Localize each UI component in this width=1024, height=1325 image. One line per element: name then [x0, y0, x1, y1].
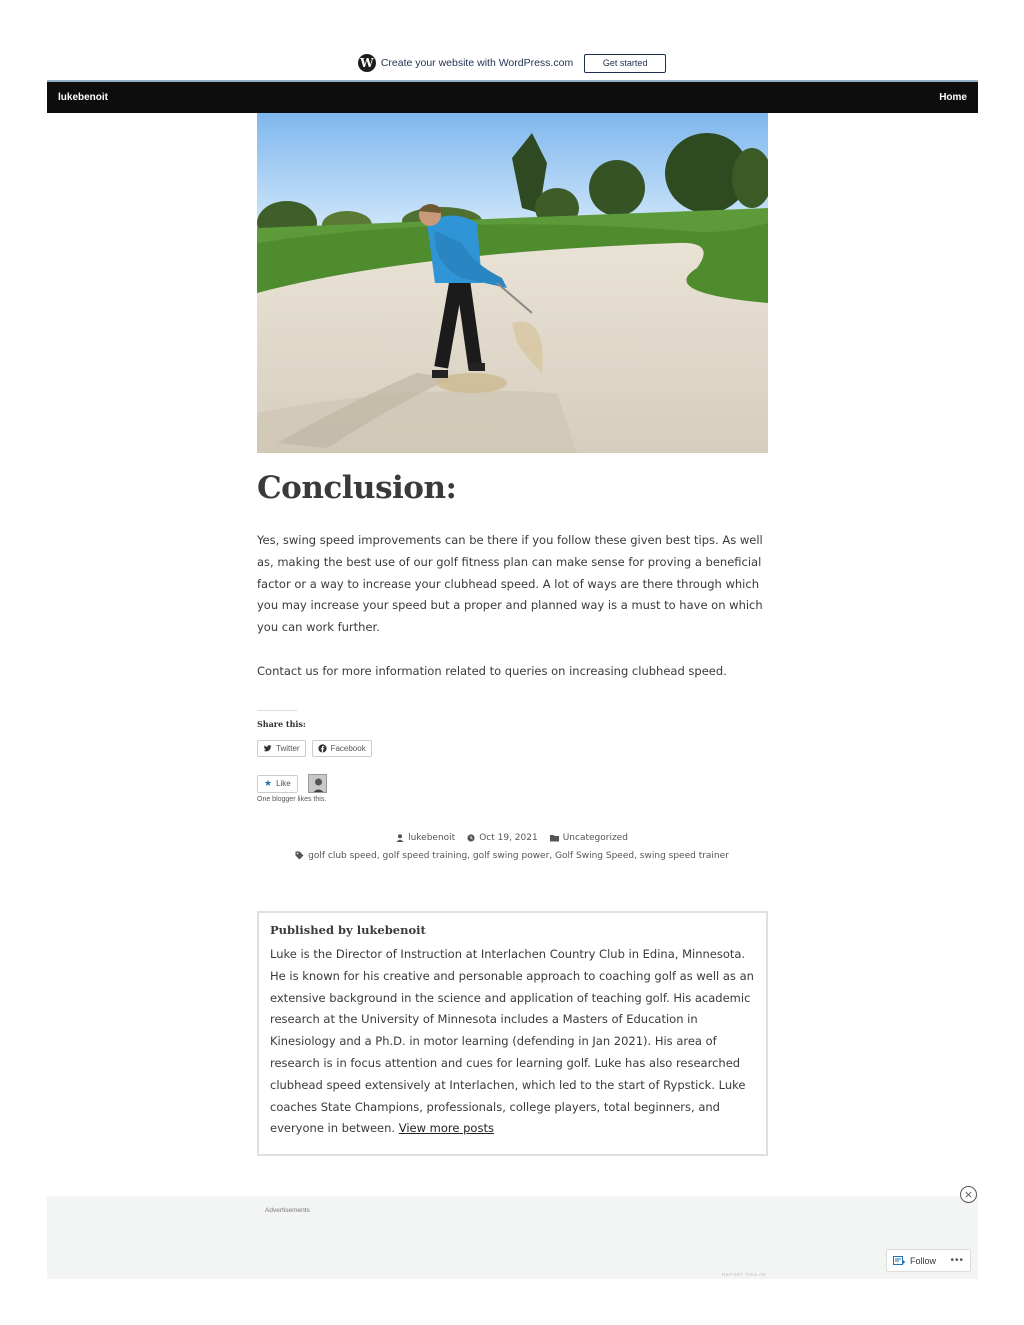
post-category-text: Uncategorized: [562, 833, 628, 843]
author-bio-text: Luke is the Director of Instruction at Interlachen Country Club in Edina, Minnesota. He is known for his creative and personable approach to coaching golf as well as an extensive background in the science and application of teaching golf. His academic research at the University of Minnesota includes a Masters of Education in Kinesiology and a Ph.D. in motor learning (defending in Jan 2021). His area of research is in focus attention and cues for learning golf. Luke has also researched clubhead speed extensively at Interlachen, which led to the start of Rypstick. Luke coaches State Champions, professionals, college players, total beginners, and everyone in between.: [270, 947, 754, 1136]
promo-text[interactable]: Create your website with WordPress.com: [380, 57, 574, 69]
site-title[interactable]: lukebenoit: [58, 92, 109, 103]
post-tags: [0, 851, 1024, 861]
twitter-icon: [263, 744, 272, 753]
ad-area: [47, 1196, 978, 1279]
author-bio: [270, 944, 755, 1140]
post-author-name: lukebenoit: [408, 833, 456, 843]
like-row: [257, 774, 327, 793]
ad-label: Advertisements: [265, 1207, 310, 1214]
wordpress-logo-icon[interactable]: W: [358, 54, 376, 72]
featured-image: [257, 113, 768, 453]
share-label: Share this:: [257, 719, 306, 729]
site-header: [47, 80, 978, 113]
tag-icon: [295, 851, 304, 860]
star-icon: ★: [264, 778, 273, 788]
close-icon[interactable]: ×: [960, 1186, 977, 1203]
post-date[interactable]: [467, 833, 538, 843]
post-content: [257, 470, 768, 683]
post-author[interactable]: [396, 833, 455, 843]
like-button[interactable]: [257, 775, 298, 793]
folder-icon: [550, 834, 559, 842]
follow-button[interactable]: Follow: [910, 1255, 937, 1266]
get-started-button[interactable]: Get started: [584, 54, 666, 73]
liker-avatar[interactable]: [308, 774, 327, 793]
post-tags-list[interactable]: golf club speed, golf speed training, golf swing power, Golf Swing Speed, swing speed trainer: [308, 851, 729, 861]
share-twitter-button[interactable]: [257, 740, 306, 757]
post-date-text: Oct 19, 2021: [479, 833, 538, 843]
share-divider: [257, 710, 297, 711]
like-button-label: Like: [276, 779, 291, 788]
view-more-posts-link[interactable]: View more posts: [398, 1121, 494, 1136]
facebook-icon: [318, 744, 327, 753]
post-category[interactable]: [550, 833, 628, 843]
post-paragraph: Contact us for more information related to queries on increasing clubhead speed.: [257, 663, 727, 678]
person-icon: [396, 834, 404, 842]
more-icon[interactable]: •••: [950, 1255, 964, 1266]
author-title: Published by lukebenoit: [270, 923, 426, 937]
share-twitter-label: Twitter: [276, 744, 300, 753]
share-facebook-button[interactable]: [312, 740, 372, 757]
post-heading: Conclusion:: [257, 470, 457, 506]
author-box: [257, 911, 768, 1156]
likes-count-text: One blogger likes this.: [257, 796, 327, 803]
follow-icon[interactable]: [893, 1256, 905, 1266]
clock-icon: [467, 834, 475, 842]
nav-item-home[interactable]: Home: [939, 92, 967, 103]
wordpress-promo-bar: [0, 52, 1024, 74]
post-paragraph: Yes, swing speed improvements can be there if you follow these given best tips. As well as, making the best use of our golf fitness plan can make sense for proving a beneficial factor or a way to increase your clubhead speed. A lot of ways are there through which you may increase your speed but a proper and planned way is a must to have on which you can work further.: [257, 533, 763, 635]
share-facebook-label: Facebook: [330, 744, 366, 753]
report-ad-link[interactable]: REPORT THIS AD: [722, 1272, 767, 1277]
post-meta: [0, 833, 1024, 843]
follow-bar: [886, 1249, 971, 1272]
share-buttons: [257, 740, 372, 757]
